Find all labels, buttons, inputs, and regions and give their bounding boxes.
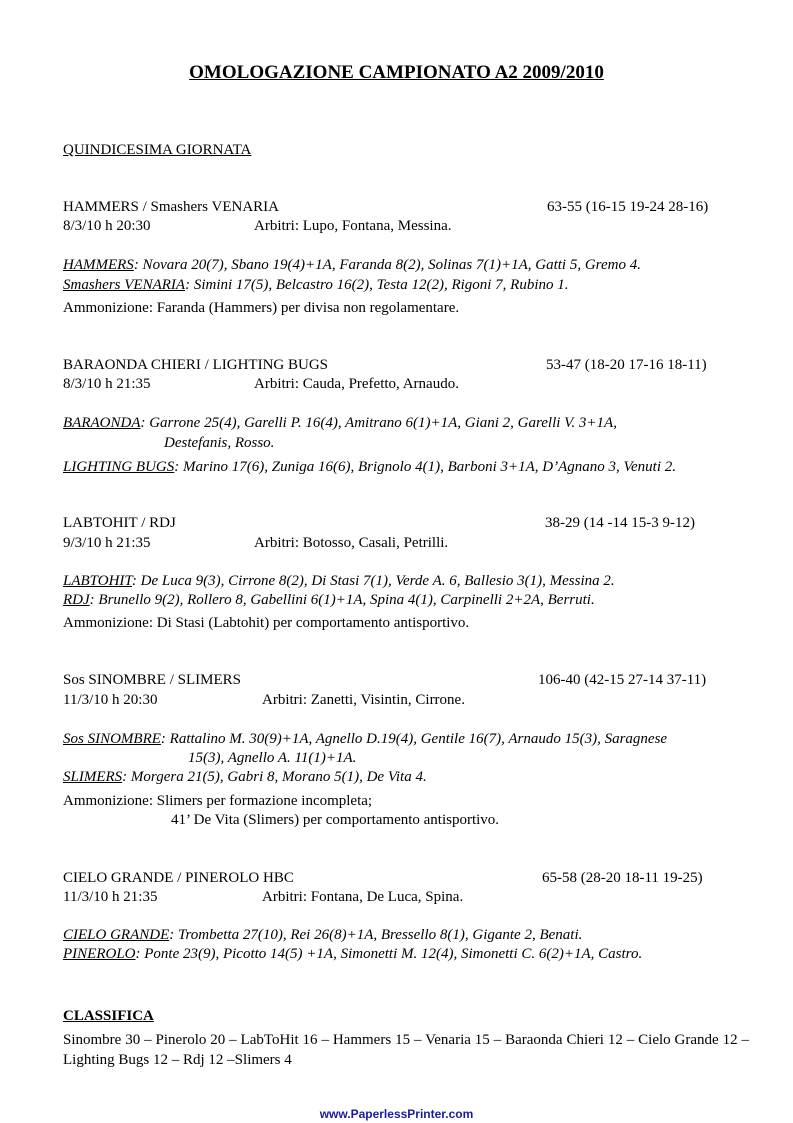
- footer-link[interactable]: www.PaperlessPrinter.com: [319, 1107, 474, 1121]
- standings-heading: CLASSIFICA: [63, 1008, 154, 1024]
- game-5-date: 11/3/10 h 21:35: [63, 889, 158, 905]
- game-1-date: 8/3/10 h 20:30: [63, 218, 151, 234]
- game-5-roster-2: PINEROLO: Ponte 23(9), Picotto 14(5) +1A, Simonetti M. 12(4), Simonetti C. 6(2)+1A, Castro.: [63, 946, 643, 962]
- game-4-warning-2: 41’ De Vita (Slimers) per comportamento antisportivo.: [171, 812, 500, 828]
- page-title: OMOLOGAZIONE CAMPIONATO A2 2009/2010: [189, 62, 604, 83]
- game-3-score: 38-29 (14 -14 15-3 9-12): [545, 515, 695, 531]
- game-3-warning: Ammonizione: Di Stasi (Labtohit) per comportamento antisportivo.: [63, 615, 470, 631]
- game-1-roster-2: Smashers VENARIA: Simini 17(5), Belcastro 16(2), Testa 12(2), Rigoni 7, Rubino 1.: [63, 277, 569, 293]
- game-4-roster-2: SLIMERS: Morgera 21(5), Gabri 8, Morano 5(1), De Vita 4.: [63, 769, 427, 785]
- game-2-match: BARAONDA CHIERI / LIGHTING BUGS: [63, 357, 328, 373]
- game-1-score: 63-55 (16-15 19-24 28-16): [547, 199, 709, 215]
- game-4-match: Sos SINOMBRE / SLIMERS: [63, 672, 241, 688]
- game-4-roster-1: Sos SINOMBRE: Rattalino M. 30(9)+1A, Agnello D.19(4), Gentile 16(7), Arnaudo 15(3), Saragnese: [63, 731, 668, 747]
- game-5-match: CIELO GRANDE / PINEROLO HBC: [63, 870, 294, 886]
- game-4-roster-1-cont: 15(3), Agnello A. 11(1)+1A.: [188, 750, 357, 766]
- game-4-score: 106-40 (42-15 27-14 37-11): [538, 672, 707, 688]
- game-2-score: 53-47 (18-20 17-16 18-11): [546, 357, 707, 373]
- game-1-match: HAMMERS / Smashers VENARIA: [63, 199, 279, 215]
- game-3-date: 9/3/10 h 21:35: [63, 535, 151, 551]
- section-heading: QUINDICESIMA GIORNATA: [63, 142, 252, 158]
- game-3-match: LABTOHIT / RDJ: [63, 515, 176, 531]
- game-1-referees: Arbitri: Lupo, Fontana, Messina.: [254, 218, 452, 234]
- game-3-referees: Arbitri: Botosso, Casali, Petrilli.: [254, 535, 449, 551]
- game-1-roster-1: HAMMERS: Novara 20(7), Sbano 19(4)+1A, Faranda 8(2), Solinas 7(1)+1A, Gatti 5, Gremo 4.: [63, 257, 641, 273]
- game-2-referees: Arbitri: Cauda, Prefetto, Arnaudo.: [254, 376, 459, 392]
- game-2-roster-2: LIGHTING BUGS: Marino 17(6), Zuniga 16(6), Brignolo 4(1), Barboni 3+1A, D’Agnano 3, Venuti 2.: [63, 459, 677, 475]
- game-5-roster-1: CIELO GRANDE: Trombetta 27(10), Rei 26(8)+1A, Bressello 8(1), Gigante 2, Benati.: [63, 927, 583, 943]
- game-3-roster-1: LABTOHIT: De Luca 9(3), Cirrone 8(2), Di Stasi 7(1), Verde A. 6, Ballesio 3(1), Messina 2.: [63, 573, 615, 589]
- game-5-score: 65-58 (28-20 18-11 19-25): [542, 870, 703, 886]
- standings-text: Sinombre 30 – Pinerolo 20 – LabToHit 16 – Hammers 15 – Venaria 15 – Baraonda Chieri 12 – Cielo Grande 12 – Lighting Bugs 12 – Rdj 12 –Slimers 4: [63, 1032, 749, 1068]
- game-2-roster-1: BARAONDA: Garrone 25(4), Garelli P. 16(4), Amitrano 6(1)+1A, Giani 2, Garelli V. 3+1A,: [63, 415, 617, 431]
- game-4-referees: Arbitri: Zanetti, Visintin, Cirrone.: [262, 692, 465, 708]
- game-5-referees: Arbitri: Fontana, De Luca, Spina.: [262, 889, 464, 905]
- game-4-warning: Ammonizione: Slimers per formazione incompleta;: [63, 793, 373, 809]
- game-1-warning: Ammonizione: Faranda (Hammers) per divisa non regolamentare.: [63, 300, 460, 316]
- game-4-date: 11/3/10 h 20:30: [63, 692, 158, 708]
- game-3-roster-2: RDJ: Brunello 9(2), Rollero 8, Gabellini 6(1)+1A, Spina 4(1), Carpinelli 2+2A, Berruti.: [63, 592, 595, 608]
- game-2-date: 8/3/10 h 21:35: [63, 376, 151, 392]
- game-2-roster-1-cont: Destefanis, Rosso.: [164, 435, 275, 451]
